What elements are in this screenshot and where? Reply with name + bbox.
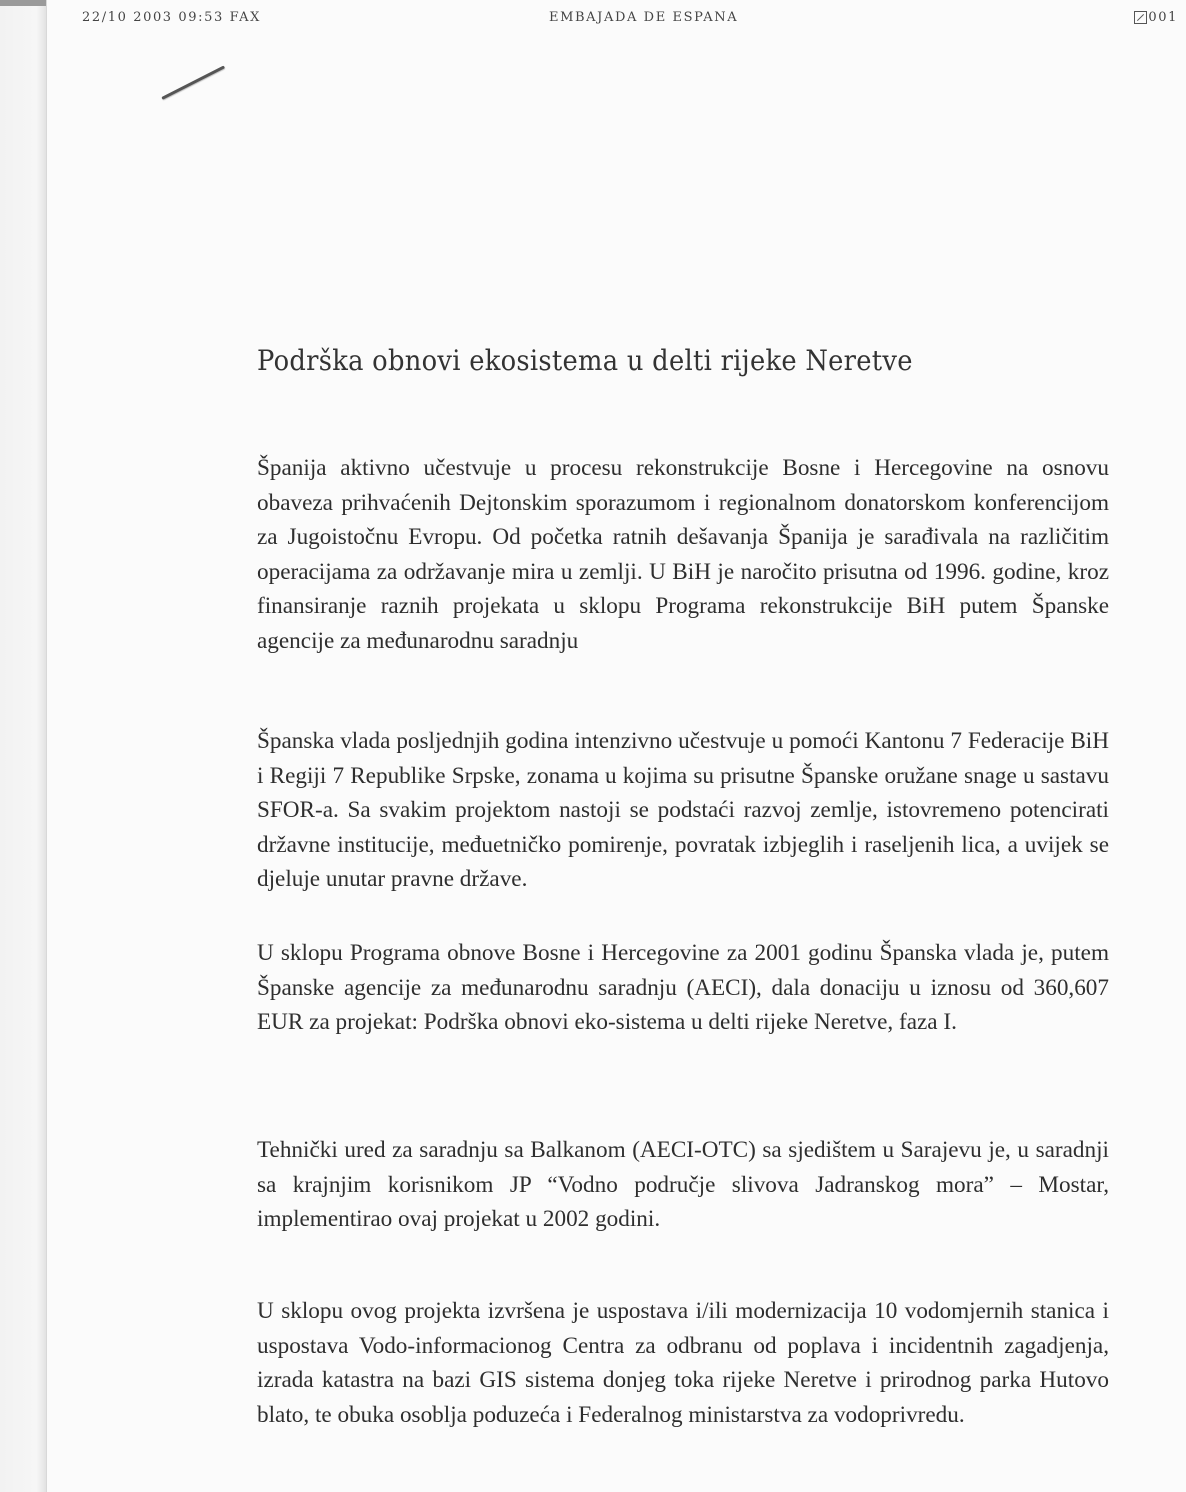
staple-mark	[161, 65, 225, 99]
fax-page-number: 001	[1148, 10, 1178, 25]
document-title: Podrška obnovi ekosistema u delti rijeke Neretve	[257, 344, 913, 377]
paragraph: Tehnički ured za saradnju sa Balkanom (AECI-OTC) sa sjedištem u Sarajevu je, u saradnji sa krajnjim korisnikom JP “Vodno područje slivova Jadranskog mora” – Mostar, implementirao ovaj projekat u 2002 godini.	[257, 1137, 1109, 1233]
paragraph: U sklopu ovog projekta izvršena je uspostava i/ili modernizacija 10 vodomjernih stanica i uspostava Vodo-informacionog Centra za odbranu od poplava i incidentnih zagadjenja, izrada katastra na bazi GIS sistema donjeg toka rijeke Neretve i prirodnog parka Hutovo blato, te obuka osoblja poduzeća i Federalnog ministarstva za vodoprivredu.	[257, 1298, 1109, 1428]
fax-page-indicator	[1134, 10, 1178, 25]
paragraph: U sklopu Programa obnove Bosne i Hercegovine za 2001 godinu Španska vlada je, putem Španske agencije za međunarodnu saradnju (AECI), dala donaciju u iznosu od 360,607 EUR za projekat: Podrška obnovi eko-sistema u delti rijeke Neretve, faza I.	[257, 940, 1109, 1036]
paragraph: Španija aktivno učestvuje u procesu rekonstrukcije Bosne i Hercegovine na osnovu obaveza prihvaćenih Dejtonskim sporazumom i regionalnom donatorskom konferencijom za Jugoistočnu Evropu. Od početka ratnih dešavanja Španija je sarađivala na različitim operacijama za održavanje mira u zemlji. U BiH je naročito prisutna od 1996. godine, kroz finansiranje raznih projekata u sklopu Programa rekonstrukcije BiH putem Španske agencije za međunarodnu saradnju	[257, 455, 1109, 654]
page-edge-strip	[0, 0, 47, 1492]
fax-sender: EMBAJADA DE ESPANA	[549, 10, 739, 25]
paragraph: Španska vlada posljednjih godina intenzivno učestvuje u pomoći Kantonu 7 Federacije BiH i Regiji 7 Republike Srpske, zonama u kojima su prisutne Španske oružane snage u sastavu SFOR-a. Sa svakim projektom nastoji se podstaći razvoj zemlje, istovremeno potencirati državne institucije, međuetničko pomirenje, povratak izbjeglih i raseljenih lica, a uvijek se djeluje unutar pravne države.	[257, 728, 1109, 893]
fax-page-icon	[1134, 11, 1147, 24]
fax-header	[82, 10, 1178, 32]
fax-datetime: 22/10 2003 09:53 FAX	[82, 10, 261, 25]
